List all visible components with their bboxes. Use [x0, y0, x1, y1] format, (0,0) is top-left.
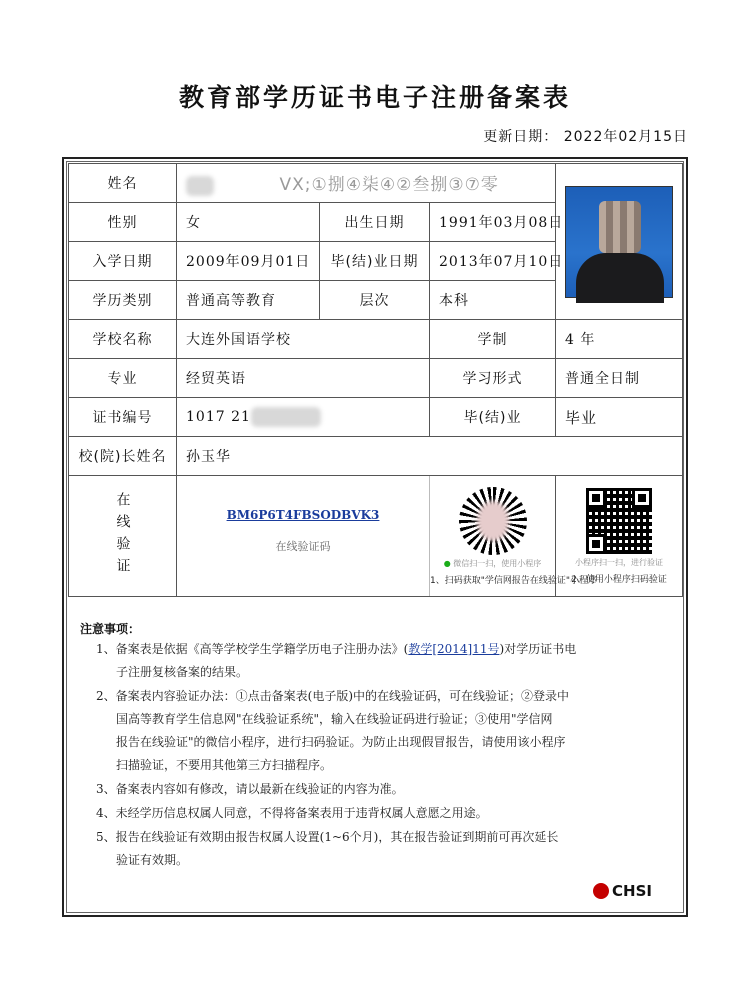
verify-code-cell	[177, 476, 430, 597]
note-2-line1: 2、备案表内容验证办法：①点击备案表(电子版)中的在线验证码，可在线验证；②登录中	[96, 689, 570, 703]
name-watermark: VX;①捌④柒④②叁捌③⑦零	[279, 175, 499, 195]
note-5-line1: 5、报告在线验证有效期由报告权属人设置(1~6个月)，其在报告验证到期前可再次延长	[96, 830, 559, 844]
chsi-logo: CHSI	[593, 882, 652, 900]
cert-no-value: 1017 21	[177, 398, 430, 437]
grad-status-value: 毕业	[556, 398, 683, 437]
note-2-line3: 报告在线验证"的微信小程序，进行扫码验证。为防止出现假冒报告，请使用该小程序	[116, 735, 566, 749]
note-2-line2: 国高等教育学生信息网"在线验证系统"，输入在线验证码进行验证；③使用"学信网	[116, 712, 553, 726]
label-graduate: 毕(结)业日期	[320, 242, 430, 281]
label-online-verify: 在线验证	[69, 476, 177, 597]
label-grad-status: 毕(结)业	[430, 398, 556, 437]
label-entry: 入学日期	[69, 242, 177, 281]
label-principal: 校(院)长姓名	[69, 437, 177, 476]
note-5-line2: 验证有效期。	[116, 853, 189, 867]
wechat-hint: ● 微信扫一扫，使用小程序	[443, 558, 542, 568]
label-birth: 出生日期	[320, 203, 430, 242]
photo-cell	[556, 164, 683, 320]
wechat-icon: ●	[443, 558, 451, 568]
note-3: 3、备案表内容如有修改，请以最新在线验证的内容为准。	[96, 782, 404, 796]
label-school: 学校名称	[69, 320, 177, 359]
note-1-line1: 1、备案表是依据《高等学校学生学籍学历电子注册办法》(教学[2014]11号)对学历证书电	[96, 642, 577, 656]
gender-value: 女	[177, 203, 320, 242]
note-2-line4: 扫描验证，不要用其他第三方扫描程序。	[116, 758, 333, 772]
name-redacted	[186, 176, 214, 196]
mini-program-cell	[430, 476, 598, 597]
graduate-value: 2013年07月10日	[430, 242, 556, 281]
label-gender: 性别	[69, 203, 177, 242]
label-duration: 学制	[430, 320, 556, 359]
id-photo	[565, 186, 673, 298]
record-table	[68, 163, 683, 597]
verify-code-link[interactable]: BM6P6T4FBSODBVK3	[226, 508, 380, 522]
mini-program-qr[interactable]	[459, 487, 527, 555]
label-major: 专业	[69, 359, 177, 398]
label-level: 层次	[320, 281, 430, 320]
study-form-value: 普通全日制	[556, 359, 683, 398]
document-title: 教育部学历证书电子注册备案表	[178, 83, 571, 112]
duration-value: 4 年	[556, 320, 683, 359]
major-value: 经贸英语	[177, 359, 430, 398]
note-1-line2: 子注册复核备案的结果。	[116, 665, 249, 679]
school-value: 大连外国语学校	[177, 320, 430, 359]
birth-value: 1991年03月08日	[430, 203, 556, 242]
label-cert-no: 证书编号	[69, 398, 177, 437]
step1-text: 1、扫码获取"学信网报告在线验证"小程序	[430, 575, 598, 586]
label-name: 姓名	[69, 164, 177, 203]
chsi-logo-icon	[593, 883, 609, 899]
update-date: 更新日期： 2022年02月15日	[483, 129, 688, 145]
step2-text: 2、使用小程序扫码验证	[571, 574, 667, 585]
note-4: 4、未经学历信息权属人同意，不得将备案表用于违背权属人意愿之用途。	[96, 806, 488, 820]
regulation-link[interactable]: 教学[2014]11号	[408, 642, 500, 656]
level-value: 本科	[430, 281, 556, 320]
notes-section	[66, 612, 680, 912]
verify-code-caption: 在线验证码	[275, 540, 331, 553]
edu-type-value: 普通高等教育	[177, 281, 320, 320]
verify-qr-cell	[556, 476, 683, 597]
label-edu-type: 学历类别	[69, 281, 177, 320]
name-value	[177, 164, 556, 203]
verify-qr-code[interactable]	[586, 488, 652, 554]
notes-heading: 注意事项：	[80, 622, 141, 636]
entry-value: 2009年09月01日	[177, 242, 320, 281]
cert-no-redacted	[251, 407, 321, 427]
mini-hint: 小程序扫一扫，进行验证	[575, 557, 664, 567]
label-study-form: 学习形式	[430, 359, 556, 398]
principal-value: 孙玉华	[177, 437, 683, 476]
